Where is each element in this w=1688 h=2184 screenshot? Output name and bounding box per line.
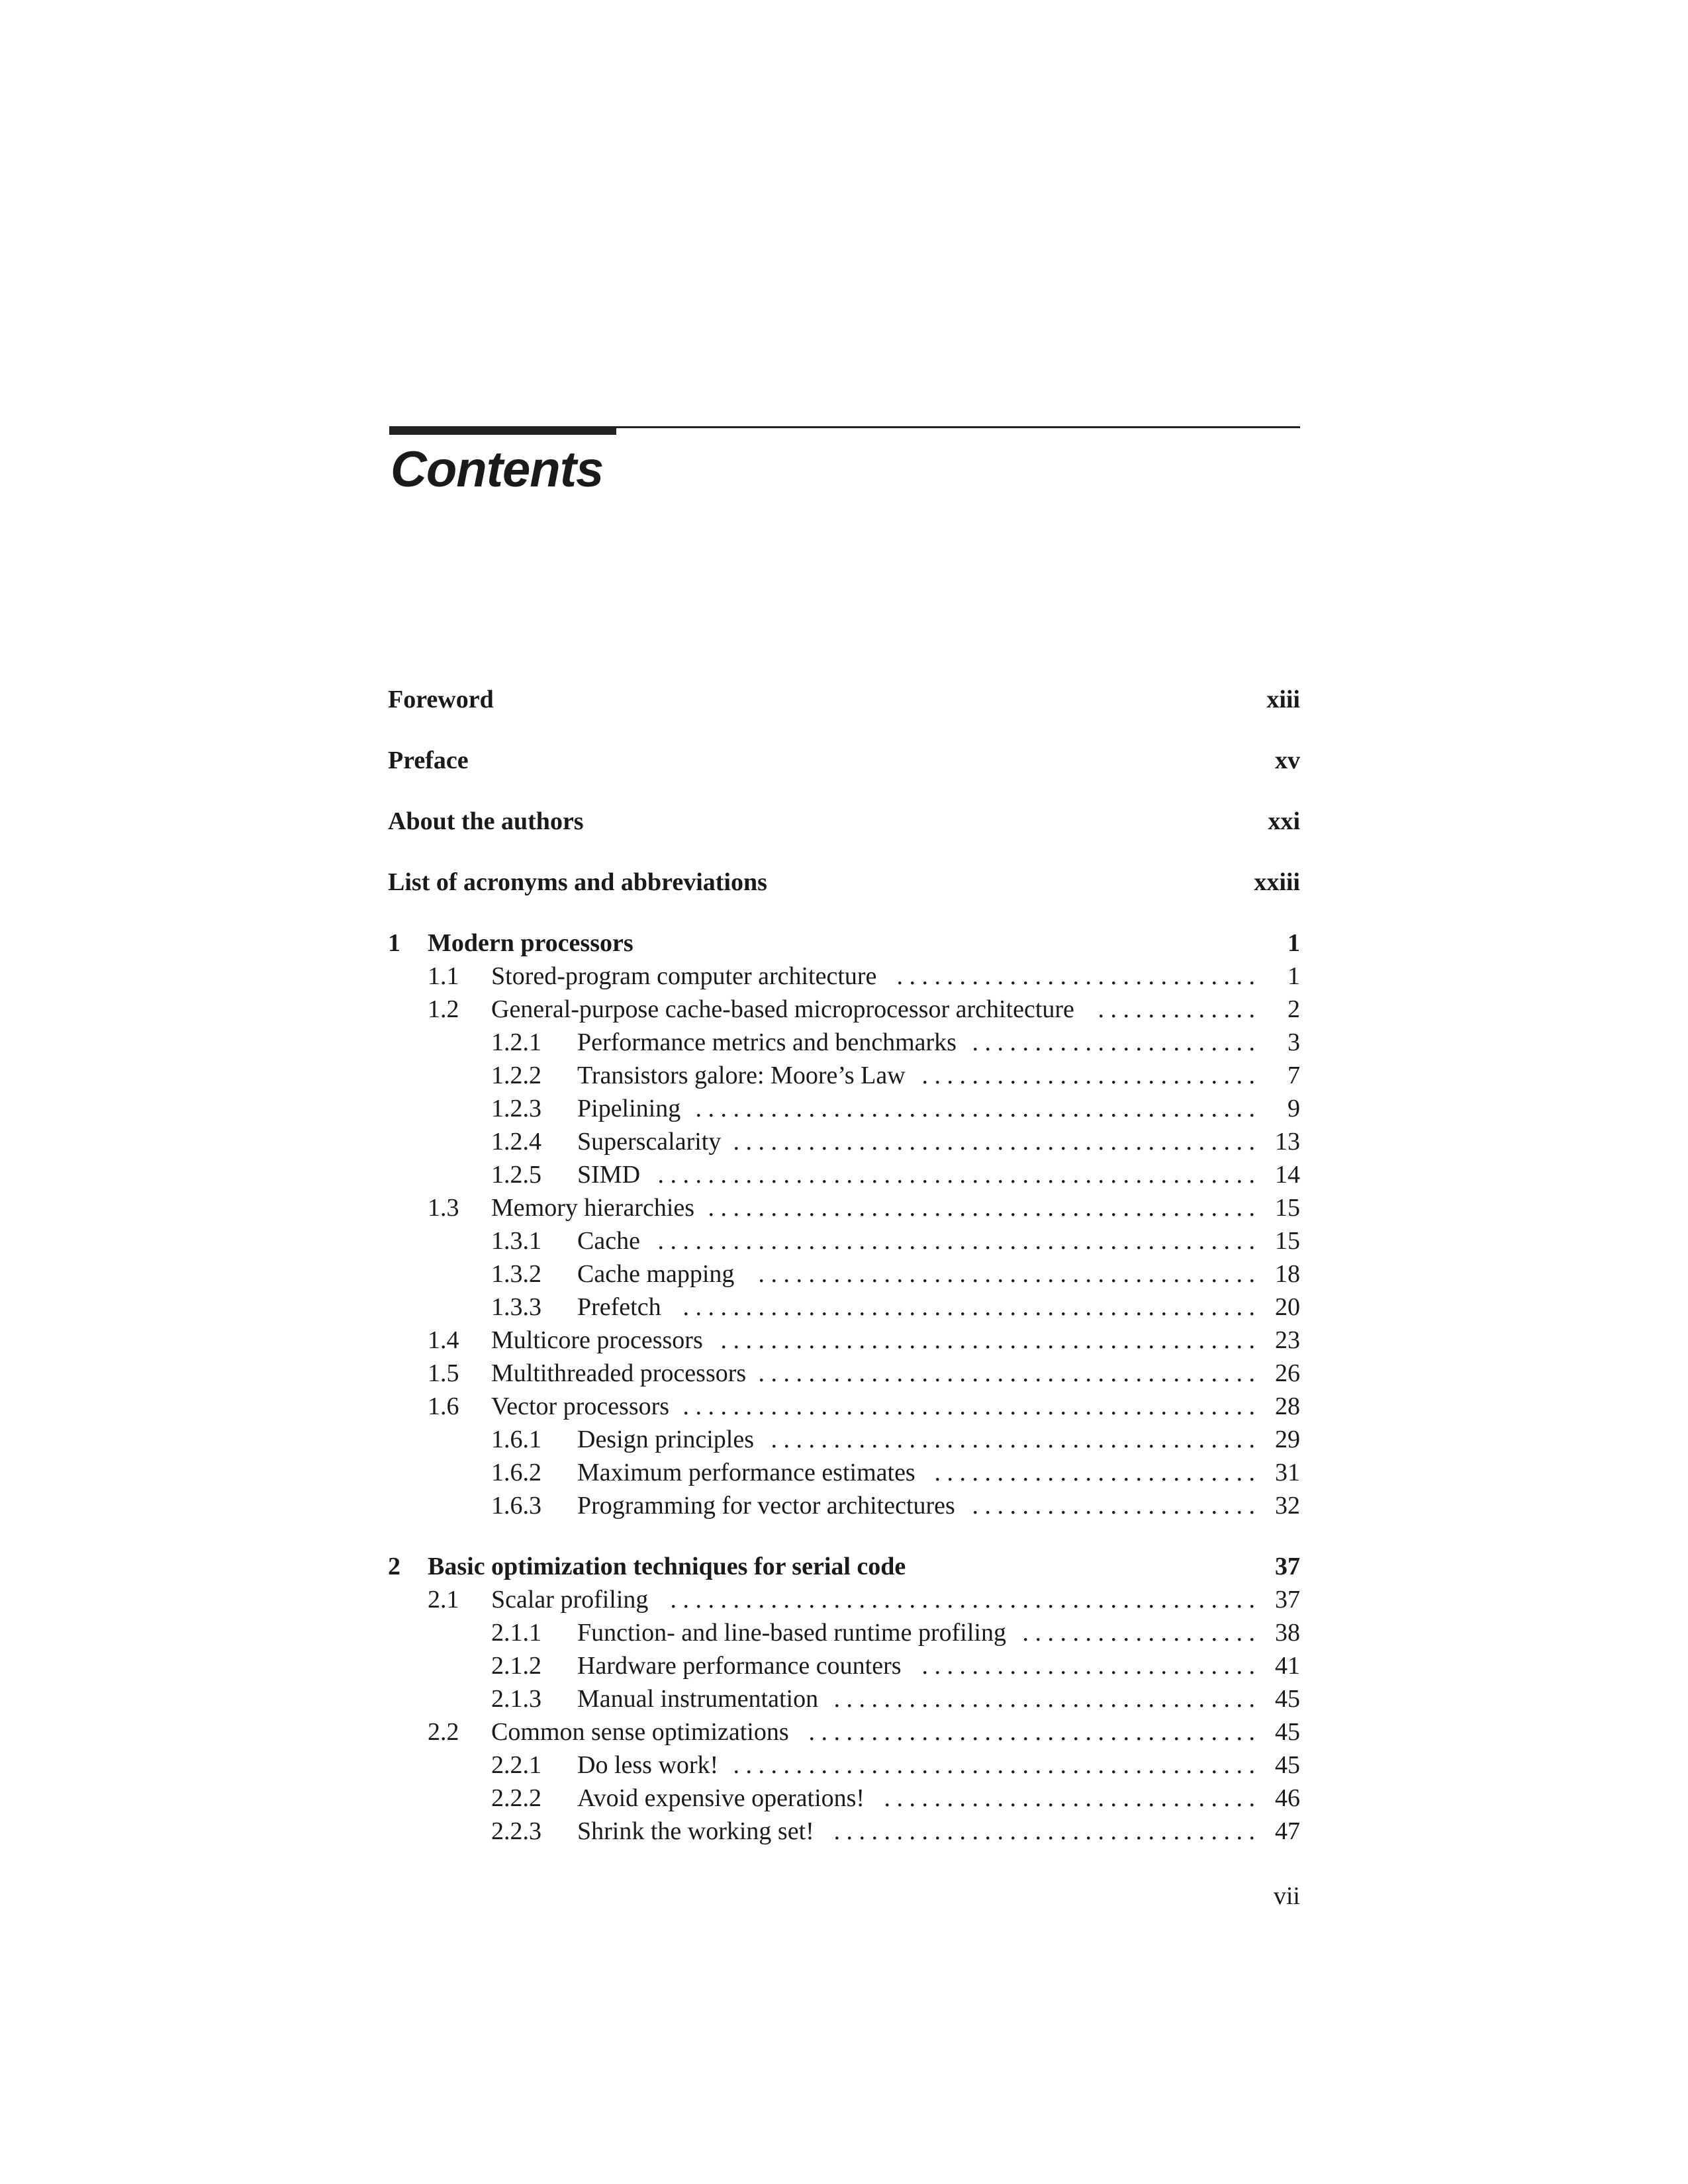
- toc-entry[interactable]: [388, 1456, 1300, 1489]
- toc-entry[interactable]: [388, 1682, 1300, 1715]
- toc-entry[interactable]: [388, 1649, 1300, 1682]
- toc-entry-page: 13: [1275, 1128, 1300, 1156]
- toc-entry-number: 2.2: [428, 1718, 459, 1746]
- toc-entry-label: Stored-program computer architecture: [491, 962, 877, 990]
- toc-entry[interactable]: [388, 1092, 1300, 1125]
- toc-entry-label: Transistors galore: Moore’s Law: [577, 1062, 906, 1089]
- dot-leader: . . . . . . . . . . . . . . . . . . . . . . . . . . . . . . . . . . . . . . . . . . . . . .: [677, 1293, 1255, 1321]
- toc-entry-label: Multithreaded processors: [491, 1359, 747, 1387]
- toc-entry[interactable]: [388, 1224, 1300, 1257]
- toc-entry-page: xiii: [1266, 686, 1300, 713]
- toc-entry-label: General-purpose cache-based microprocessor architecture: [491, 995, 1074, 1023]
- toc-entry-number: 2.1.1: [491, 1619, 541, 1647]
- dot-leader: . . . . . . . . . . . . . . . . . . . . . . .: [966, 1492, 1255, 1520]
- toc-entry[interactable]: [388, 1125, 1300, 1158]
- dot-leader: . . . . . . . . . . . . .: [1092, 995, 1255, 1023]
- toc-entry-page: 2: [1288, 995, 1300, 1023]
- dot-leader: . . . . . . . . . . . . . . . . . . . . . . . . . . . . . . . . . . . . . . . . . . . . . . .: [664, 1586, 1255, 1614]
- toc-entry[interactable]: [388, 1324, 1300, 1357]
- toc-entry-label: Common sense optimizations: [491, 1718, 789, 1746]
- toc-entry-label: List of acronyms and abbreviations: [388, 868, 767, 896]
- dot-leader: . . . . . . . . . . . . . . . . . . . . . . . . . . . . . . . . . .: [827, 1685, 1255, 1713]
- toc-entry[interactable]: [388, 960, 1300, 993]
- toc-entry-label: Scalar profiling: [491, 1586, 649, 1614]
- dot-leader: . . . . . . . . . . . . . . . . . . .: [1016, 1619, 1255, 1647]
- dot-leader: . . . . . . . . . . . . . . . . . . . . . . .: [966, 1028, 1255, 1056]
- toc-entry[interactable]: [388, 1257, 1300, 1291]
- page-title: Contents: [391, 441, 604, 498]
- toc-entry-number: 1.6.2: [491, 1459, 541, 1486]
- toc-entry[interactable]: [388, 1291, 1300, 1324]
- toc-chapter-number: 1: [388, 929, 400, 957]
- toc-entry-page: 20: [1275, 1293, 1300, 1321]
- toc-chapter-label: Modern processors: [428, 929, 633, 957]
- toc-entry-number: 1.2.2: [491, 1062, 541, 1089]
- toc-entry-acronyms[interactable]: [388, 866, 1300, 899]
- toc-entry-number: 2.2.1: [491, 1751, 541, 1779]
- toc-entry-number: 2.1: [428, 1586, 459, 1614]
- toc-entry[interactable]: [388, 1782, 1300, 1815]
- toc-entry-page: 15: [1275, 1194, 1300, 1222]
- toc-entry-page: 38: [1275, 1619, 1300, 1647]
- dot-leader: . . . . . . . . . . . . . . . . . . . . . . . . . . . . . . . . . . . . . . . . . .: [727, 1128, 1255, 1156]
- toc-entry-label: Memory hierarchies: [491, 1194, 695, 1222]
- dot-leader: . . . . . . . . . . . . . . . . . . . . . . . . . . .: [915, 1652, 1255, 1680]
- toc-entry-page: 47: [1275, 1817, 1300, 1845]
- toc-entry-page: 23: [1275, 1326, 1300, 1354]
- dot-leader: . . . . . . . . . . . . . . . . . . . . . . . . . . . . . . . . . . . . . . . . . . . . .: [689, 1095, 1255, 1122]
- dot-leader: . . . . . . . . . . . . . . . . . . . . . . . . . . . . . . . . . . . . . . . . . . . . . .: [677, 1392, 1255, 1420]
- toc-entry-page: 41: [1275, 1652, 1300, 1680]
- toc-entry-label: Function- and line-based runtime profiling: [577, 1619, 1006, 1647]
- toc-entry-number: 1.2.4: [491, 1128, 541, 1156]
- toc-entry-foreword[interactable]: [388, 683, 1300, 716]
- dot-leader: . . . . . . . . . . . . . . . . . . . . . . . . . . . . . . . . . . . . . . . . . . . . . . . .: [651, 1161, 1255, 1189]
- dot-leader: . . . . . . . . . . . . . . . . . . . . . . . . . .: [928, 1459, 1255, 1486]
- toc-entry[interactable]: [388, 993, 1300, 1026]
- toc-entry-label: Vector processors: [491, 1392, 670, 1420]
- toc-entry-page: 18: [1275, 1260, 1300, 1288]
- toc-entry-label: Multicore processors: [491, 1326, 703, 1354]
- toc-entry-page: 46: [1275, 1784, 1300, 1812]
- toc-entry-number: 1.6.3: [491, 1492, 541, 1520]
- toc-entry[interactable]: [388, 1423, 1300, 1456]
- toc-chapter-page: 1: [1288, 929, 1300, 957]
- dot-leader: . . . . . . . . . . . . . . . . . . . . . . . . . . . . . . . . . . . .: [802, 1718, 1255, 1746]
- toc-entry-label: Foreword: [388, 686, 494, 713]
- toc-entry-preface[interactable]: [388, 744, 1300, 777]
- toc-entry-label: Programming for vector architectures: [577, 1492, 955, 1520]
- toc-entry-label: Do less work!: [577, 1751, 719, 1779]
- toc-entry-label: Pipelining: [577, 1095, 681, 1122]
- toc-entry-label: Maximum performance estimates: [577, 1459, 915, 1486]
- toc-entry[interactable]: [388, 1489, 1300, 1522]
- toc-entry[interactable]: [388, 1059, 1300, 1092]
- toc-entry-number: 2.1.2: [491, 1652, 541, 1680]
- header-rule-accent: [389, 426, 616, 435]
- toc-entry-page: xxi: [1268, 807, 1300, 835]
- toc-entry-number: 1.2: [428, 995, 459, 1023]
- dot-leader: . . . . . . . . . . . . . . . . . . . . . . . . . . . . . . . . . .: [827, 1817, 1255, 1845]
- dot-leader: . . . . . . . . . . . . . . . . . . . . . . . . . . .: [915, 1062, 1255, 1089]
- toc-chapter-label: Basic optimization techniques for serial code: [428, 1553, 906, 1580]
- toc-entry-page: 14: [1275, 1161, 1300, 1189]
- toc-entry-page: 15: [1275, 1227, 1300, 1255]
- page-number: vii: [1273, 1882, 1300, 1910]
- toc-entry-number: 2.2.2: [491, 1784, 541, 1812]
- toc-entry-number: 2.1.3: [491, 1685, 541, 1713]
- toc-entry[interactable]: [388, 1191, 1300, 1224]
- toc-entry-page: 32: [1275, 1492, 1300, 1520]
- toc-entry-page: 7: [1288, 1062, 1300, 1089]
- toc-entry-label: Avoid expensive operations!: [577, 1784, 865, 1812]
- toc-entry-number: 1.6.1: [491, 1426, 541, 1453]
- dot-leader: . . . . . . . . . . . . . . . . . . . . . . . . . . . . . .: [878, 1784, 1255, 1812]
- toc-entry-number: 1.3: [428, 1194, 459, 1222]
- toc-entry-number: 1.1: [428, 962, 459, 990]
- toc-entry-page: 26: [1275, 1359, 1300, 1387]
- toc-entry-page: 45: [1275, 1751, 1300, 1779]
- toc-entry-page: 45: [1275, 1718, 1300, 1746]
- toc-entry-page: 9: [1288, 1095, 1300, 1122]
- toc-entry-page: 3: [1288, 1028, 1300, 1056]
- toc-entry[interactable]: [388, 1357, 1300, 1390]
- toc-entry[interactable]: [388, 1158, 1300, 1191]
- toc-entry-label: Preface: [388, 747, 469, 774]
- toc-entry[interactable]: [388, 1815, 1300, 1848]
- toc-entry-label: Manual instrumentation: [577, 1685, 819, 1713]
- toc-entry-label: Hardware performance counters: [577, 1652, 902, 1680]
- toc-entry-label: Shrink the working set!: [577, 1817, 814, 1845]
- toc-entry-label: Superscalarity: [577, 1128, 722, 1156]
- toc-entry[interactable]: [388, 1026, 1300, 1059]
- toc-entry-label: Cache: [577, 1227, 640, 1255]
- dot-leader: . . . . . . . . . . . . . . . . . . . . . . . . . . . . .: [890, 962, 1255, 990]
- toc-entry[interactable]: [388, 1616, 1300, 1649]
- toc-entry-page: 29: [1275, 1426, 1300, 1453]
- toc-entry[interactable]: [388, 1390, 1300, 1423]
- toc-entry-number: 1.3.1: [491, 1227, 541, 1255]
- toc-entry-label: Performance metrics and benchmarks: [577, 1028, 957, 1056]
- toc-entry-number: 1.6: [428, 1392, 459, 1420]
- dot-leader: . . . . . . . . . . . . . . . . . . . . . . . . . . . . . . . . . . . . . . . . . .: [727, 1751, 1255, 1779]
- toc-entry-number: 1.5: [428, 1359, 459, 1387]
- toc-entry-label: SIMD: [577, 1161, 641, 1189]
- toc-chapter-1[interactable]: [388, 927, 1300, 960]
- toc-entry-page: 31: [1275, 1459, 1300, 1486]
- toc-entry-number: 1.2.3: [491, 1095, 541, 1122]
- toc-chapter-page: 37: [1275, 1553, 1300, 1580]
- toc-entry[interactable]: [388, 1749, 1300, 1782]
- dot-leader: . . . . . . . . . . . . . . . . . . . . . . . . . . . . . . . . . . . . . . .: [765, 1426, 1255, 1453]
- toc-entry[interactable]: [388, 1583, 1300, 1616]
- dot-leader: . . . . . . . . . . . . . . . . . . . . . . . . . . . . . . . . . . . . . . . . . . . . . . . .: [651, 1227, 1255, 1255]
- toc-entry-label: Cache mapping: [577, 1260, 735, 1288]
- toc-entry-number: 1.3.3: [491, 1293, 541, 1321]
- toc-entry-number: 1.3.2: [491, 1260, 541, 1288]
- toc-entry-page: 45: [1275, 1685, 1300, 1713]
- toc-entry-page: 1: [1288, 962, 1300, 990]
- toc-chapter-number: 2: [388, 1553, 400, 1580]
- dot-leader: . . . . . . . . . . . . . . . . . . . . . . . . . . . . . . . . . . . . . . . .: [752, 1359, 1255, 1387]
- toc-entry-about-the-authors[interactable]: [388, 805, 1300, 838]
- dot-leader: . . . . . . . . . . . . . . . . . . . . . . . . . . . . . . . . . . . . . . . .: [752, 1260, 1255, 1288]
- dot-leader: . . . . . . . . . . . . . . . . . . . . . . . . . . . . . . . . . . . . . . . . . . .: [714, 1326, 1255, 1354]
- toc-entry-page: 28: [1275, 1392, 1300, 1420]
- toc-entry-number: 1.2.1: [491, 1028, 541, 1056]
- toc-chapter-2[interactable]: [388, 1550, 1300, 1583]
- toc-entry-number: 1.2.5: [491, 1161, 541, 1189]
- toc-entry-number: 1.4: [428, 1326, 459, 1354]
- toc-entry-label: Prefetch: [577, 1293, 661, 1321]
- toc-entry-label: About the authors: [388, 807, 584, 835]
- toc-entry-page: 37: [1275, 1586, 1300, 1614]
- dot-leader: . . . . . . . . . . . . . . . . . . . . . . . . . . . . . . . . . . . . . . . . . . . .: [702, 1194, 1255, 1222]
- toc-entry-number: 2.2.3: [491, 1817, 541, 1845]
- toc-entry-page: xxiii: [1254, 868, 1300, 896]
- toc-entry-page: xv: [1275, 747, 1300, 774]
- toc-entry-label: Design principles: [577, 1426, 755, 1453]
- toc-entry[interactable]: [388, 1715, 1300, 1749]
